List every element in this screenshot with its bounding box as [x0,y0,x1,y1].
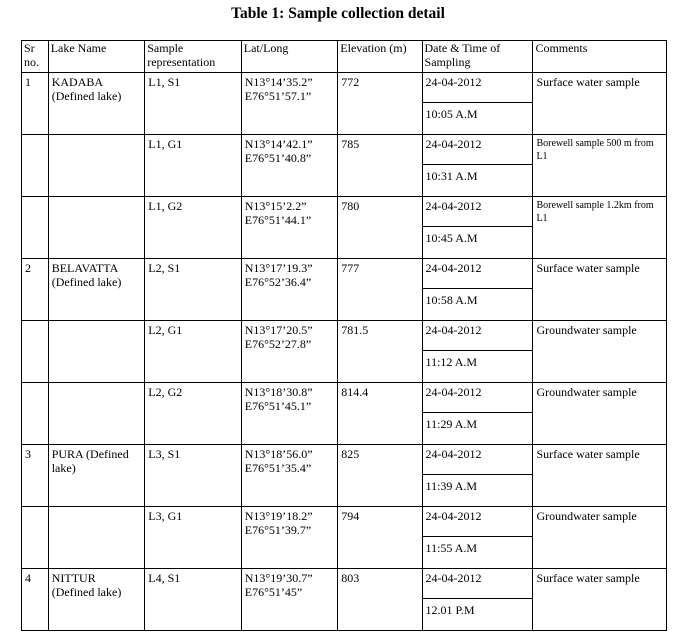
lat-long-cell [242,321,338,351]
elevation-cell: 780 [341,199,360,213]
lake-name-cell: PURA (Defined lake) [51,447,129,475]
sample-rep-cell: L3, G1 [148,509,183,523]
header-row [22,41,667,73]
table-row [22,321,667,383]
table-row [22,135,667,197]
longitude: E76°51’44.1” [244,213,312,227]
sr-cell: 2 [25,261,31,275]
sample-time: 12.01 P.M [425,603,475,617]
sr-cell [22,383,48,385]
sample-rep-cell: L1, G2 [148,199,183,213]
sr-cell [22,507,48,509]
sample-time: 10:05 A.M [425,107,478,121]
lake-name-cell: KADABA (Defined lake) [51,75,122,103]
sample-time: 10:31 A.M [425,169,478,183]
latitude: N13°14’35.2” [244,75,313,89]
elevation-cell: 772 [341,75,360,89]
sample-time: 11:55 A.M [425,541,478,555]
sample-rep-cell: L1, G1 [148,137,183,151]
sample-rep-cell: L2, G2 [148,385,183,399]
table-row [22,197,667,259]
sample-date: 24-04-2012 [423,259,533,289]
lake-name-cell: BELAVATTA (Defined lake) [51,261,122,289]
longitude: E76°52’27.8” [244,337,312,351]
comment-cell: Groundwater sample [536,509,637,523]
sample-rep-cell: L3, S1 [148,447,181,461]
date-time-cell [423,259,533,320]
date-time-cell [423,569,533,630]
sample-time: 10:58 A.M [425,293,478,307]
table-row [22,259,667,321]
sample-date: 24-04-2012 [423,73,533,103]
sample-date: 24-04-2012 [423,445,533,475]
comment-cell: Surface water sample [536,75,640,89]
elevation-cell: 777 [341,261,360,275]
sr-cell [22,197,48,199]
sample-rep-cell: L2, S1 [148,261,181,275]
comment-cell: Borewell sample 500 m from L1 [536,138,654,162]
table-row [22,383,667,445]
latitude: N13°17’19.3” [244,261,313,275]
comment-cell: Surface water sample [536,571,640,585]
lat-long-cell [242,259,338,289]
sample-rep-cell: L1, S1 [148,75,181,89]
sr-cell: 3 [25,447,31,461]
longitude: E76°51’39.7” [244,523,312,537]
table-row [22,507,667,569]
comment-cell: Groundwater sample [536,323,637,337]
lat-long-cell [242,135,338,165]
header-sr: Sr no. [22,41,49,73]
sample-rep-cell: L2, G1 [148,323,183,337]
table-title: Table 1: Sample collection detail [231,5,445,22]
lake-name-cell [49,321,145,323]
sample-date: 24-04-2012 [423,569,533,599]
sample-date: 24-04-2012 [423,197,533,227]
table-row [22,73,667,135]
sample-date: 24-04-2012 [423,507,533,537]
sample-date: 24-04-2012 [423,383,533,413]
date-time-cell [423,73,533,134]
lake-name-cell [49,197,145,199]
lat-long-cell [242,569,338,599]
latitude: N13°15’2.2” [244,199,307,213]
header-sample-representation: Sample representation [145,41,242,73]
sr-cell: 4 [25,571,31,585]
latitude: N13°18’30.8” [244,385,313,399]
latitude: N13°19’18.2” [244,509,313,523]
sample-collection-table [21,40,667,631]
elevation-cell: 803 [341,571,360,585]
lake-name-cell [49,135,145,137]
lake-name-cell [49,383,145,385]
header-lat-long: Lat/Long [241,41,338,73]
longitude: E76°51’35.4” [244,461,312,475]
sr-cell: 1 [25,75,31,89]
date-time-cell [423,383,533,444]
elevation-cell: 814.4 [341,385,369,399]
lat-long-cell [242,383,338,413]
elevation-cell: 794 [341,509,360,523]
latitude: N13°17’20.5” [244,323,313,337]
date-time-cell [423,135,533,196]
longitude: E76°51’45.1” [244,399,312,413]
header-comments: Comments [533,41,667,73]
date-time-cell [423,445,533,506]
lat-long-cell [242,197,338,227]
sample-time: 11:12 A.M [425,355,478,369]
sample-rep-cell: L4, S1 [148,571,181,585]
elevation-cell: 785 [341,137,360,151]
longitude: E76°52’36.4” [244,275,312,289]
sample-time: 11:29 A.M [425,417,478,431]
lake-name-cell: NITTUR (Defined lake) [51,571,122,599]
elevation-cell: 825 [341,447,360,461]
elevation-cell: 781.5 [341,323,369,337]
comment-cell: Groundwater sample [536,385,637,399]
sr-cell [22,321,48,323]
date-time-cell [423,321,533,382]
longitude: E76°51’40.8” [244,151,312,165]
comment-cell: Surface water sample [536,261,640,275]
lake-name-cell [49,507,145,509]
latitude: N13°19’30.7” [244,571,313,585]
lat-long-cell [242,445,338,475]
lat-long-cell [242,507,338,537]
comment-cell: Borewell sample 1.2km from L1 [536,200,654,224]
header-lake-name: Lake Name [48,41,145,73]
header-date-time: Date & Time of Sampling [422,41,533,73]
comment-cell: Surface water sample [536,447,640,461]
header-elevation: Elevation (m) [338,41,422,73]
sample-date: 24-04-2012 [423,135,533,165]
date-time-cell [423,197,533,258]
latitude: N13°14’42.1” [244,137,313,151]
sr-cell [22,135,48,137]
table-row [22,445,667,507]
table-row [22,569,667,631]
date-time-cell [423,507,533,568]
lat-long-cell [242,73,338,103]
sample-time: 10:45 A.M [425,231,478,245]
sample-time: 11:39 A.M [425,479,478,493]
latitude: N13°18’56.0” [244,447,313,461]
sample-date: 24-04-2012 [423,321,533,351]
longitude: E76°51’45” [244,585,303,599]
longitude: E76°51’57.1” [244,89,312,103]
